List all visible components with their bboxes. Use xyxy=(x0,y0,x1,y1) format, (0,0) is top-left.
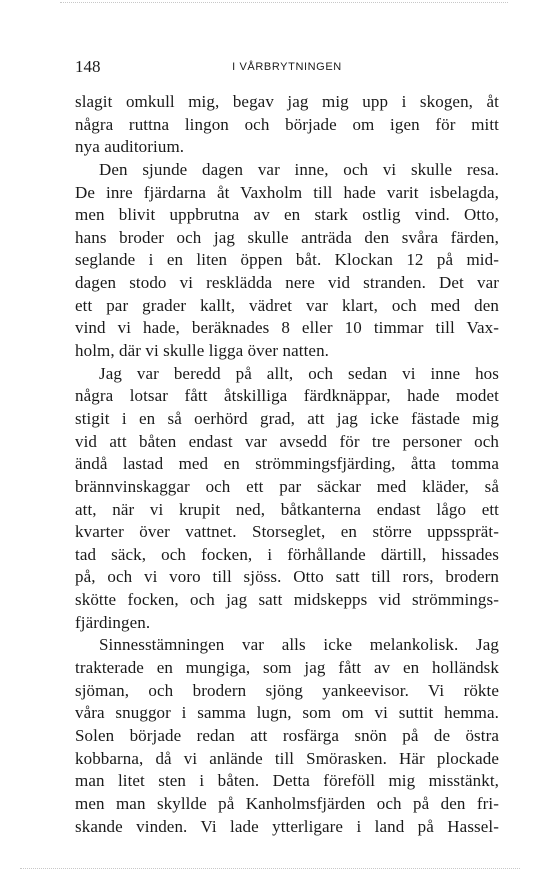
text-line: Solen började redan att rosfärga snön på de östra xyxy=(75,725,499,745)
top-edge-rule xyxy=(60,2,508,3)
text-line: man litet sten i båten. Detta föreföll mig misstänkt, xyxy=(75,771,499,791)
text-line: kvarter över vattnet. Storseglet, en större uppssprät- xyxy=(75,522,499,542)
text-line: skötte focken, och jag satt midskepps vid strömmings- xyxy=(75,590,499,610)
text-line: skande vinden. Vi lade ytterligare i land på Hassel- xyxy=(75,816,499,836)
text-line: att, när vi krupit ned, båtkanterna endast lågo ett xyxy=(75,499,499,519)
running-title: I VÅRBRYTNINGEN xyxy=(232,61,342,73)
text-line: några lotsar fått åtskilliga färdknäppar, hade modet xyxy=(75,386,499,406)
text-line: hans broder och jag skulle anträda den svåra färden, xyxy=(75,227,499,247)
text-line: dagen stodo vi resklädda nere vid stranden. Det var xyxy=(75,273,499,293)
page-number: 148 xyxy=(75,57,101,76)
text-line: fjärdingen. xyxy=(75,612,151,632)
text-line: nya auditorium. xyxy=(75,137,185,157)
text-line: kobbarna, då vi anlände till Smörasken. Här plockade xyxy=(75,748,499,768)
text-line: holm, där vi skulle ligga över natten. xyxy=(75,341,330,361)
text-line: sjöman, och brodern sjöng yankeevisor. Vi rökte xyxy=(75,680,499,700)
text-line: på, och vi voro till sjöss. Otto satt till rors, brodern xyxy=(75,567,499,587)
text-line: tad säck, och focken, i förhållande därtill, hissades xyxy=(75,544,499,564)
text-line: ett par grader kallt, vädret var klart, och med den xyxy=(75,295,499,315)
body-text xyxy=(75,91,499,838)
text-line: några ruttna lingon och började om igen för mitt xyxy=(75,114,499,134)
text-line: stigit i en så oerhörd grad, att jag icke fästade mig xyxy=(75,408,499,428)
text-line: men blivit uppbrutna av en stark ostlig vind. Otto, xyxy=(75,205,499,225)
text-line: vid att båten endast var avsedd för tre personer och xyxy=(75,431,499,451)
text-line: seglande i en liten öppen båt. Klockan 12 på mid- xyxy=(75,250,499,270)
text-line: trakterade en mungiga, som jag fått av en holländsk xyxy=(75,658,499,678)
running-head xyxy=(75,56,499,78)
text-line: Jag var beredd på allt, och sedan vi inne hos xyxy=(99,363,499,383)
text-line: Den sjunde dagen var inne, och vi skulle resa. xyxy=(99,159,499,179)
text-line: slagit omkull mig, begav jag mig upp i skogen, åt xyxy=(75,92,499,111)
text-line: vind vi hade, beräknades 8 eller 10 timmar till Vax- xyxy=(75,318,499,338)
text-line: men man skyllde på Kanholmsfjärden och på den fri- xyxy=(75,793,499,813)
text-line: våra snuggor i samma lugn, som om vi suttit hemma. xyxy=(75,703,499,723)
text-line: De inre fjärdarna åt Vaxholm till hade varit isbelagda, xyxy=(75,182,499,202)
text-line: Sinnesstämningen var alls icke melankolisk. Jag xyxy=(99,635,499,655)
text-line: brännvinskaggar och ett par säckar med kläder, så xyxy=(75,476,499,496)
text-line: ändå lastad med en strömmingsfjärding, åtta tomma xyxy=(75,454,499,474)
bottom-edge-rule xyxy=(20,868,520,869)
